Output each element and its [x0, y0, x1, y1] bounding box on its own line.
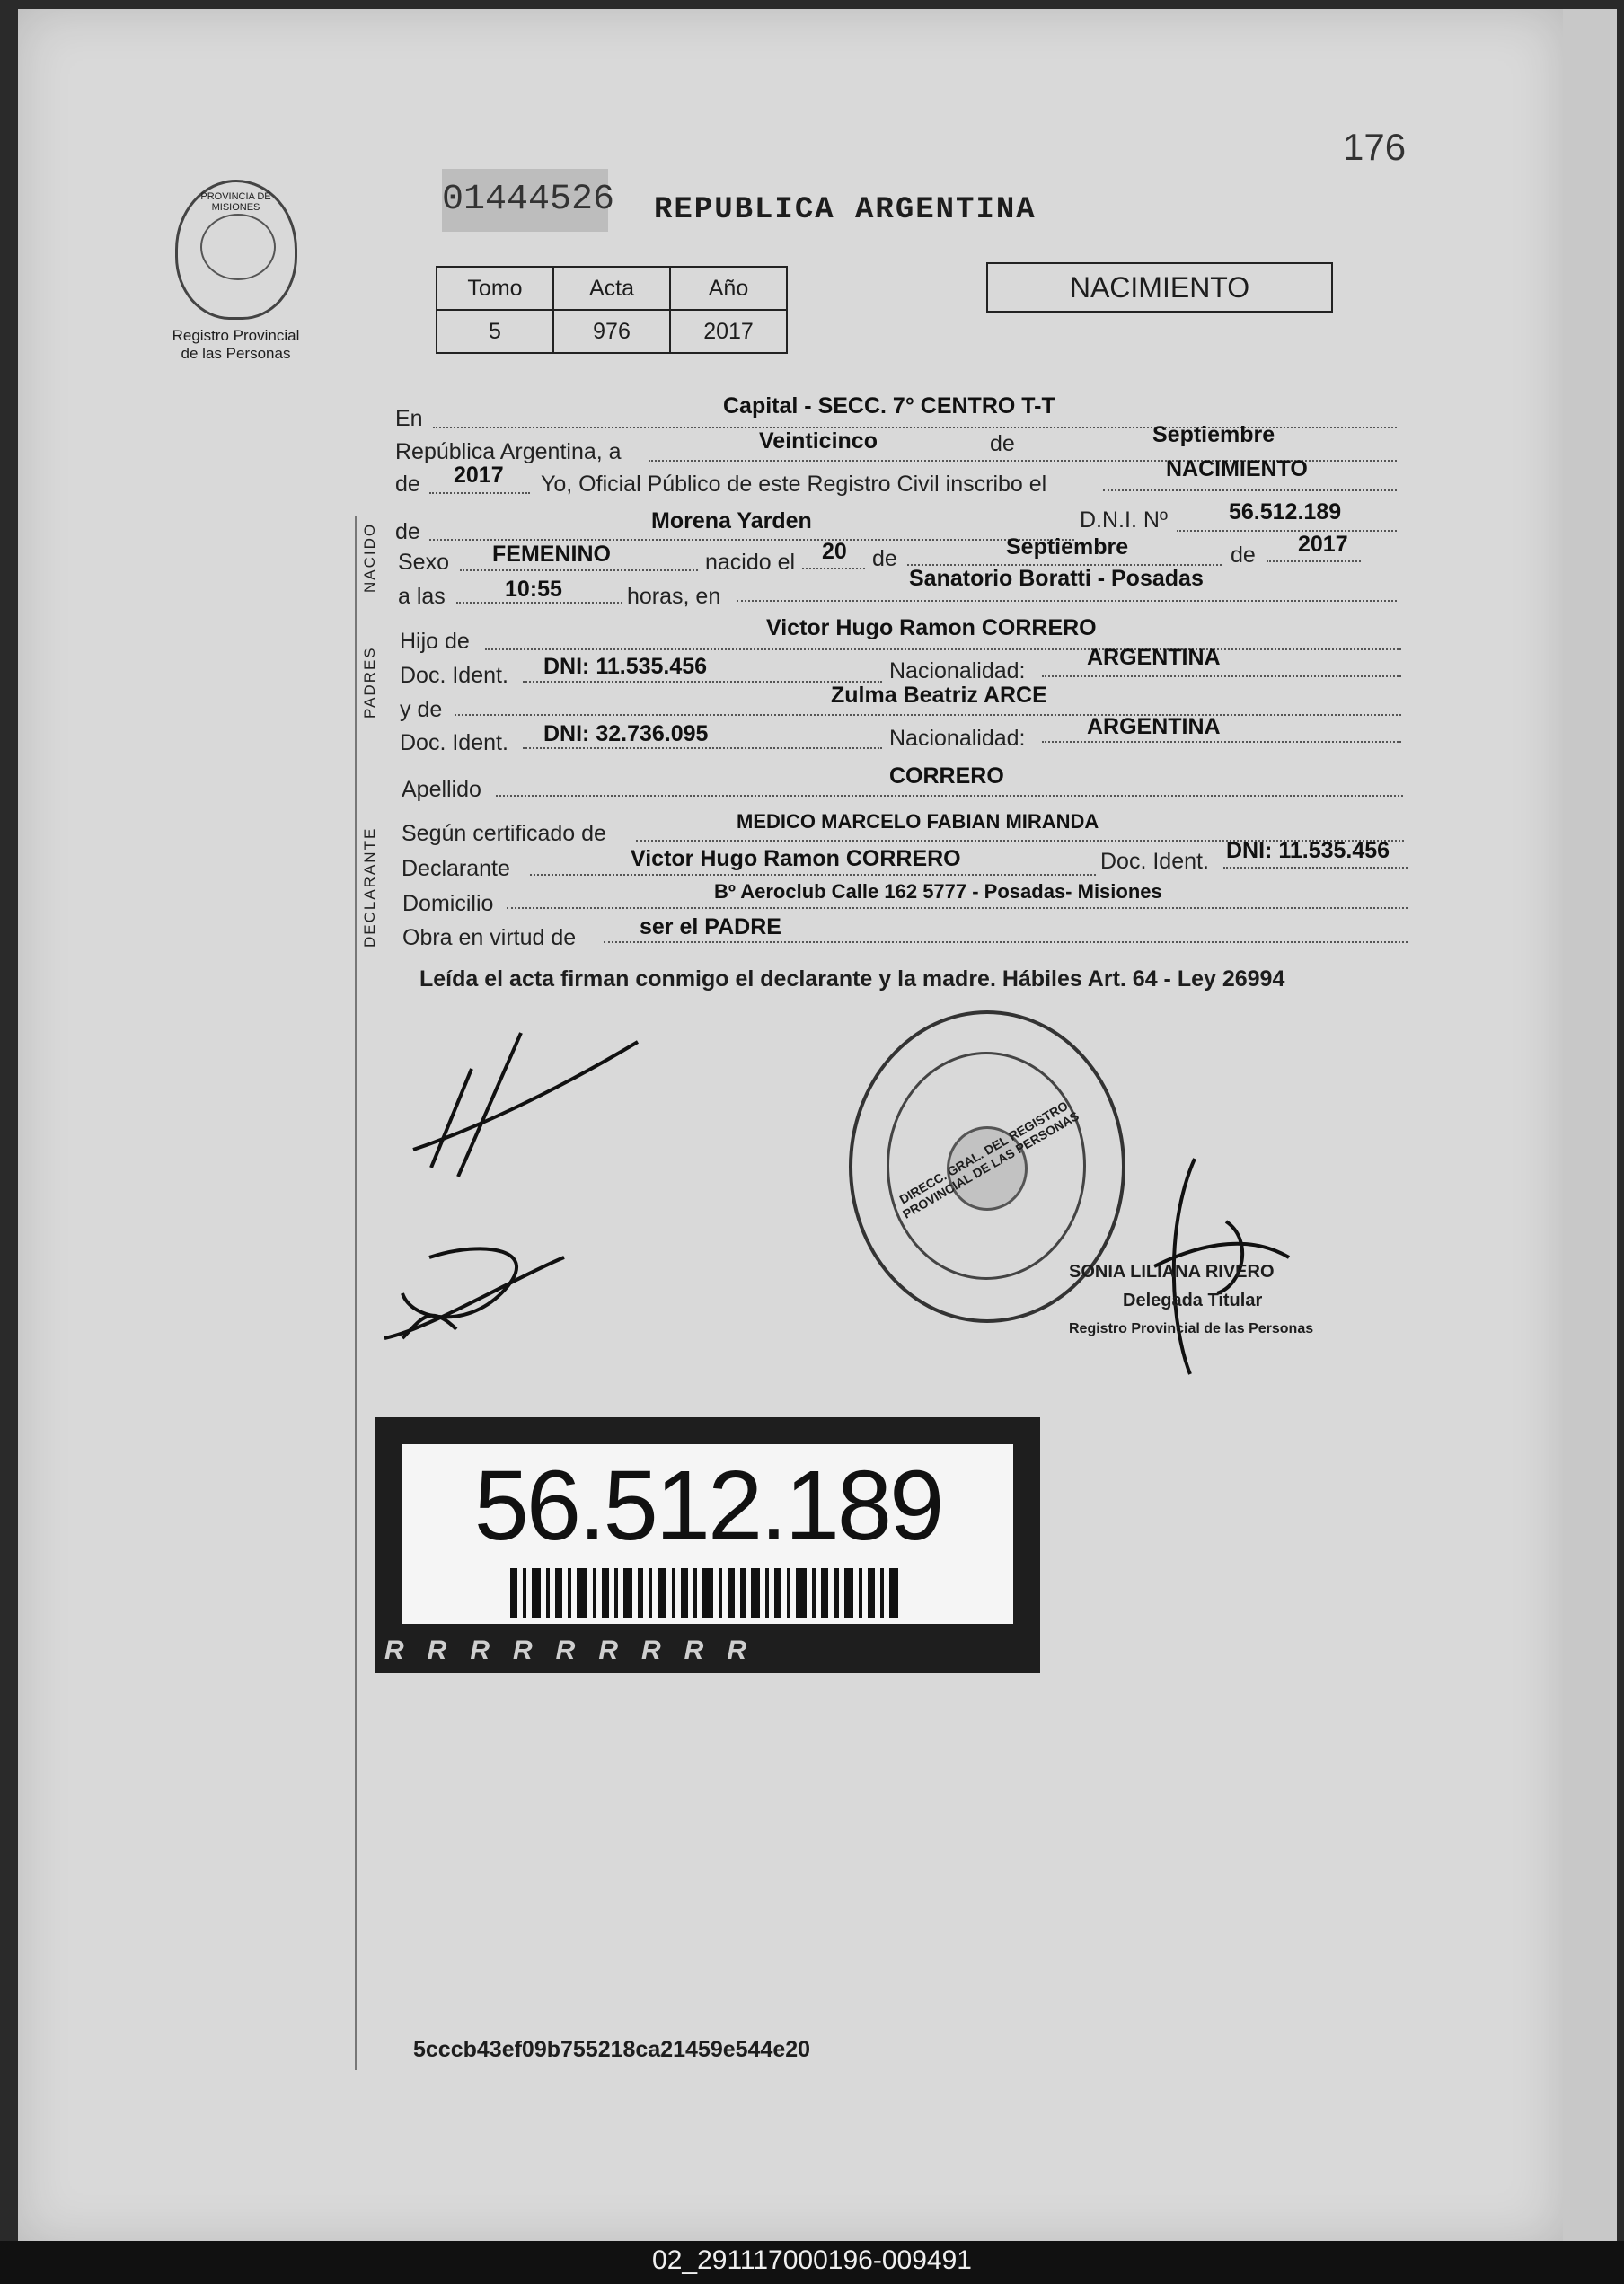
- value-padre-nac: ARGENTINA: [1087, 645, 1221, 670]
- value-inscribe: NACIMIENTO: [1166, 456, 1308, 481]
- label-alas: a las: [398, 584, 446, 609]
- label-horas: horas, en: [627, 584, 721, 609]
- closing-statement: Leída el acta firman conmigo el declarante y la madre. Hábiles Art. 64 - Ley 26994: [419, 966, 1285, 992]
- value-apellido: CORRERO: [889, 763, 1004, 789]
- dotted-line: [429, 492, 530, 494]
- label-sexo: Sexo: [398, 550, 449, 575]
- value-anio: 2017: [454, 463, 504, 488]
- dotted-line: [1267, 560, 1361, 562]
- registry-table-values: [437, 310, 787, 353]
- value-padre: Victor Hugo Ramon CORRERO: [766, 615, 1097, 640]
- dotted-line: [507, 907, 1408, 909]
- dotted-line: [455, 714, 1401, 716]
- value-anio: 2017: [670, 310, 787, 353]
- value-dni: 56.512.189: [1229, 499, 1342, 525]
- folio-number: 176: [1343, 126, 1407, 168]
- label-doc-declarante: Doc. Ident.: [1100, 849, 1209, 874]
- declarant-signature-icon: [395, 1015, 665, 1195]
- dotted-line: [737, 600, 1397, 602]
- dni-label-number: 56.512.189: [473, 1451, 942, 1561]
- dotted-line: [460, 569, 698, 571]
- dotted-line: [1223, 867, 1408, 869]
- registry-logo: [148, 180, 323, 368]
- value-mes-nac: Septiembre: [1006, 534, 1129, 560]
- dni-label-card: [375, 1417, 1040, 1673]
- label-en: En: [395, 406, 423, 431]
- value-domicilio: Bº Aeroclub Calle 162 5777 - Posadas- Misiones: [714, 880, 1162, 903]
- official-office: Registro Provincial de las Personas: [1069, 1321, 1314, 1336]
- value-hora: 10:55: [505, 577, 562, 602]
- value-tomo: 5: [437, 310, 553, 353]
- logo-caption-line-2: de las Personas: [181, 345, 291, 362]
- document-title: REPUBLICA ARGENTINA: [654, 193, 1037, 227]
- document-hash: 5cccb43ef09b755218ca21459e544e20: [413, 2037, 811, 2062]
- value-sexo: FEMENINO: [492, 542, 611, 567]
- label-de-mes-nac: de: [872, 546, 897, 571]
- dotted-line: [604, 941, 1408, 943]
- serial-number: 01444526: [442, 169, 608, 232]
- label-declarante: Declarante: [402, 856, 510, 881]
- official-signature-block: [1069, 1257, 1313, 1344]
- logo-caption: [148, 327, 323, 363]
- label-certificado: Según certificado de: [402, 821, 606, 846]
- label-republica: República Argentina, a: [395, 439, 622, 464]
- header-anio: Año: [670, 267, 787, 310]
- value-lugar-nac: Sanatorio Boratti - Posadas: [909, 566, 1204, 591]
- mother-signature-icon: [375, 1221, 573, 1356]
- value-declarante-doc: DNI: 11.535.456: [1226, 838, 1390, 863]
- label-doc-padre: Doc. Ident.: [400, 663, 508, 688]
- provincial-seal-icon: [175, 180, 297, 320]
- dotted-line: [1042, 675, 1401, 677]
- dotted-line: [1177, 530, 1397, 532]
- value-madre-doc: DNI: 32.736.095: [543, 721, 709, 746]
- label-apellido: Apellido: [402, 777, 481, 802]
- dotted-line: [485, 648, 1401, 650]
- value-dia-nac: 20: [822, 539, 847, 564]
- label-hijo: Hijo de: [400, 629, 470, 654]
- value-declarante: Victor Hugo Ramon CORRERO: [631, 846, 961, 871]
- label-nacido: nacido el: [705, 550, 796, 575]
- dotted-line: [802, 568, 865, 569]
- dotted-line: [523, 747, 882, 749]
- value-nombre: Morena Yarden: [651, 508, 812, 534]
- official-name: SONIA LILIANA RIVERO: [1069, 1262, 1275, 1282]
- label-nacionalidad-padre: Nacionalidad:: [889, 658, 1026, 683]
- side-label-nacido: NACIDO: [361, 522, 378, 593]
- dotted-line: [523, 681, 882, 683]
- label-nacionalidad-madre: Nacionalidad:: [889, 726, 1026, 751]
- label-de: de: [990, 431, 1015, 456]
- label-doc-madre: Doc. Ident.: [400, 730, 508, 755]
- barcode-icon: [510, 1568, 905, 1618]
- value-acta: 976: [553, 310, 670, 353]
- side-label-padres: PADRES: [361, 646, 378, 719]
- label-yo: Yo, Oficial Público de este Registro Civil inscribo el: [541, 472, 1047, 497]
- label-de-anio-nac: de: [1231, 542, 1256, 568]
- label-de-nombre: de: [395, 519, 420, 544]
- dotted-line: [530, 874, 1096, 876]
- value-padre-doc: DNI: 11.535.456: [543, 654, 708, 679]
- label-dni: D.N.I. Nº: [1080, 507, 1169, 533]
- label-domicilio: Domicilio: [402, 891, 494, 916]
- header-tomo: Tomo: [437, 267, 553, 310]
- value-madre: Zulma Beatriz ARCE: [831, 683, 1047, 708]
- label-y-de: y de: [400, 697, 443, 722]
- label-obra: Obra en virtud de: [402, 925, 577, 950]
- side-label-declarante: DECLARANTE: [361, 826, 378, 948]
- official-role: Delegada Titular: [1123, 1291, 1263, 1310]
- dni-card-pattern: RRRRRRRRR: [384, 1636, 770, 1665]
- value-madre-nac: ARGENTINA: [1087, 714, 1221, 739]
- dotted-line: [1042, 741, 1401, 743]
- registry-table: [436, 266, 788, 354]
- value-certificado: MEDICO MARCELO FABIAN MIRANDA: [737, 810, 1099, 833]
- act-type-box: NACIMIENTO: [986, 262, 1333, 313]
- value-obra: ser el PADRE: [640, 914, 781, 939]
- value-lugar: Capital - SECC. 7° CENTRO T-T: [723, 393, 1055, 419]
- stamp-text: DIRECC. GRAL. DEL REGISTRO PROVINCIAL DE LAS PERSONAS: [896, 1098, 1081, 1221]
- logo-caption-line-1: Registro Provincial: [172, 327, 300, 344]
- seal-text: PROVINCIA DE MISIONES: [200, 191, 271, 213]
- margin-line: [355, 516, 357, 2070]
- value-mes: Septiembre: [1152, 422, 1275, 447]
- dotted-line: [429, 539, 1074, 541]
- header-acta: Acta: [553, 267, 670, 310]
- label-de-anio: de: [395, 472, 420, 497]
- value-anio-nac: 2017: [1298, 532, 1348, 557]
- dotted-line: [496, 795, 1403, 797]
- footer-file-id: 02_291117000196-009491: [652, 2245, 972, 2275]
- registry-table-header: [437, 267, 787, 310]
- dotted-line: [1103, 489, 1397, 491]
- page-edge: [1563, 9, 1617, 2245]
- value-dia: Veinticinco: [759, 428, 878, 454]
